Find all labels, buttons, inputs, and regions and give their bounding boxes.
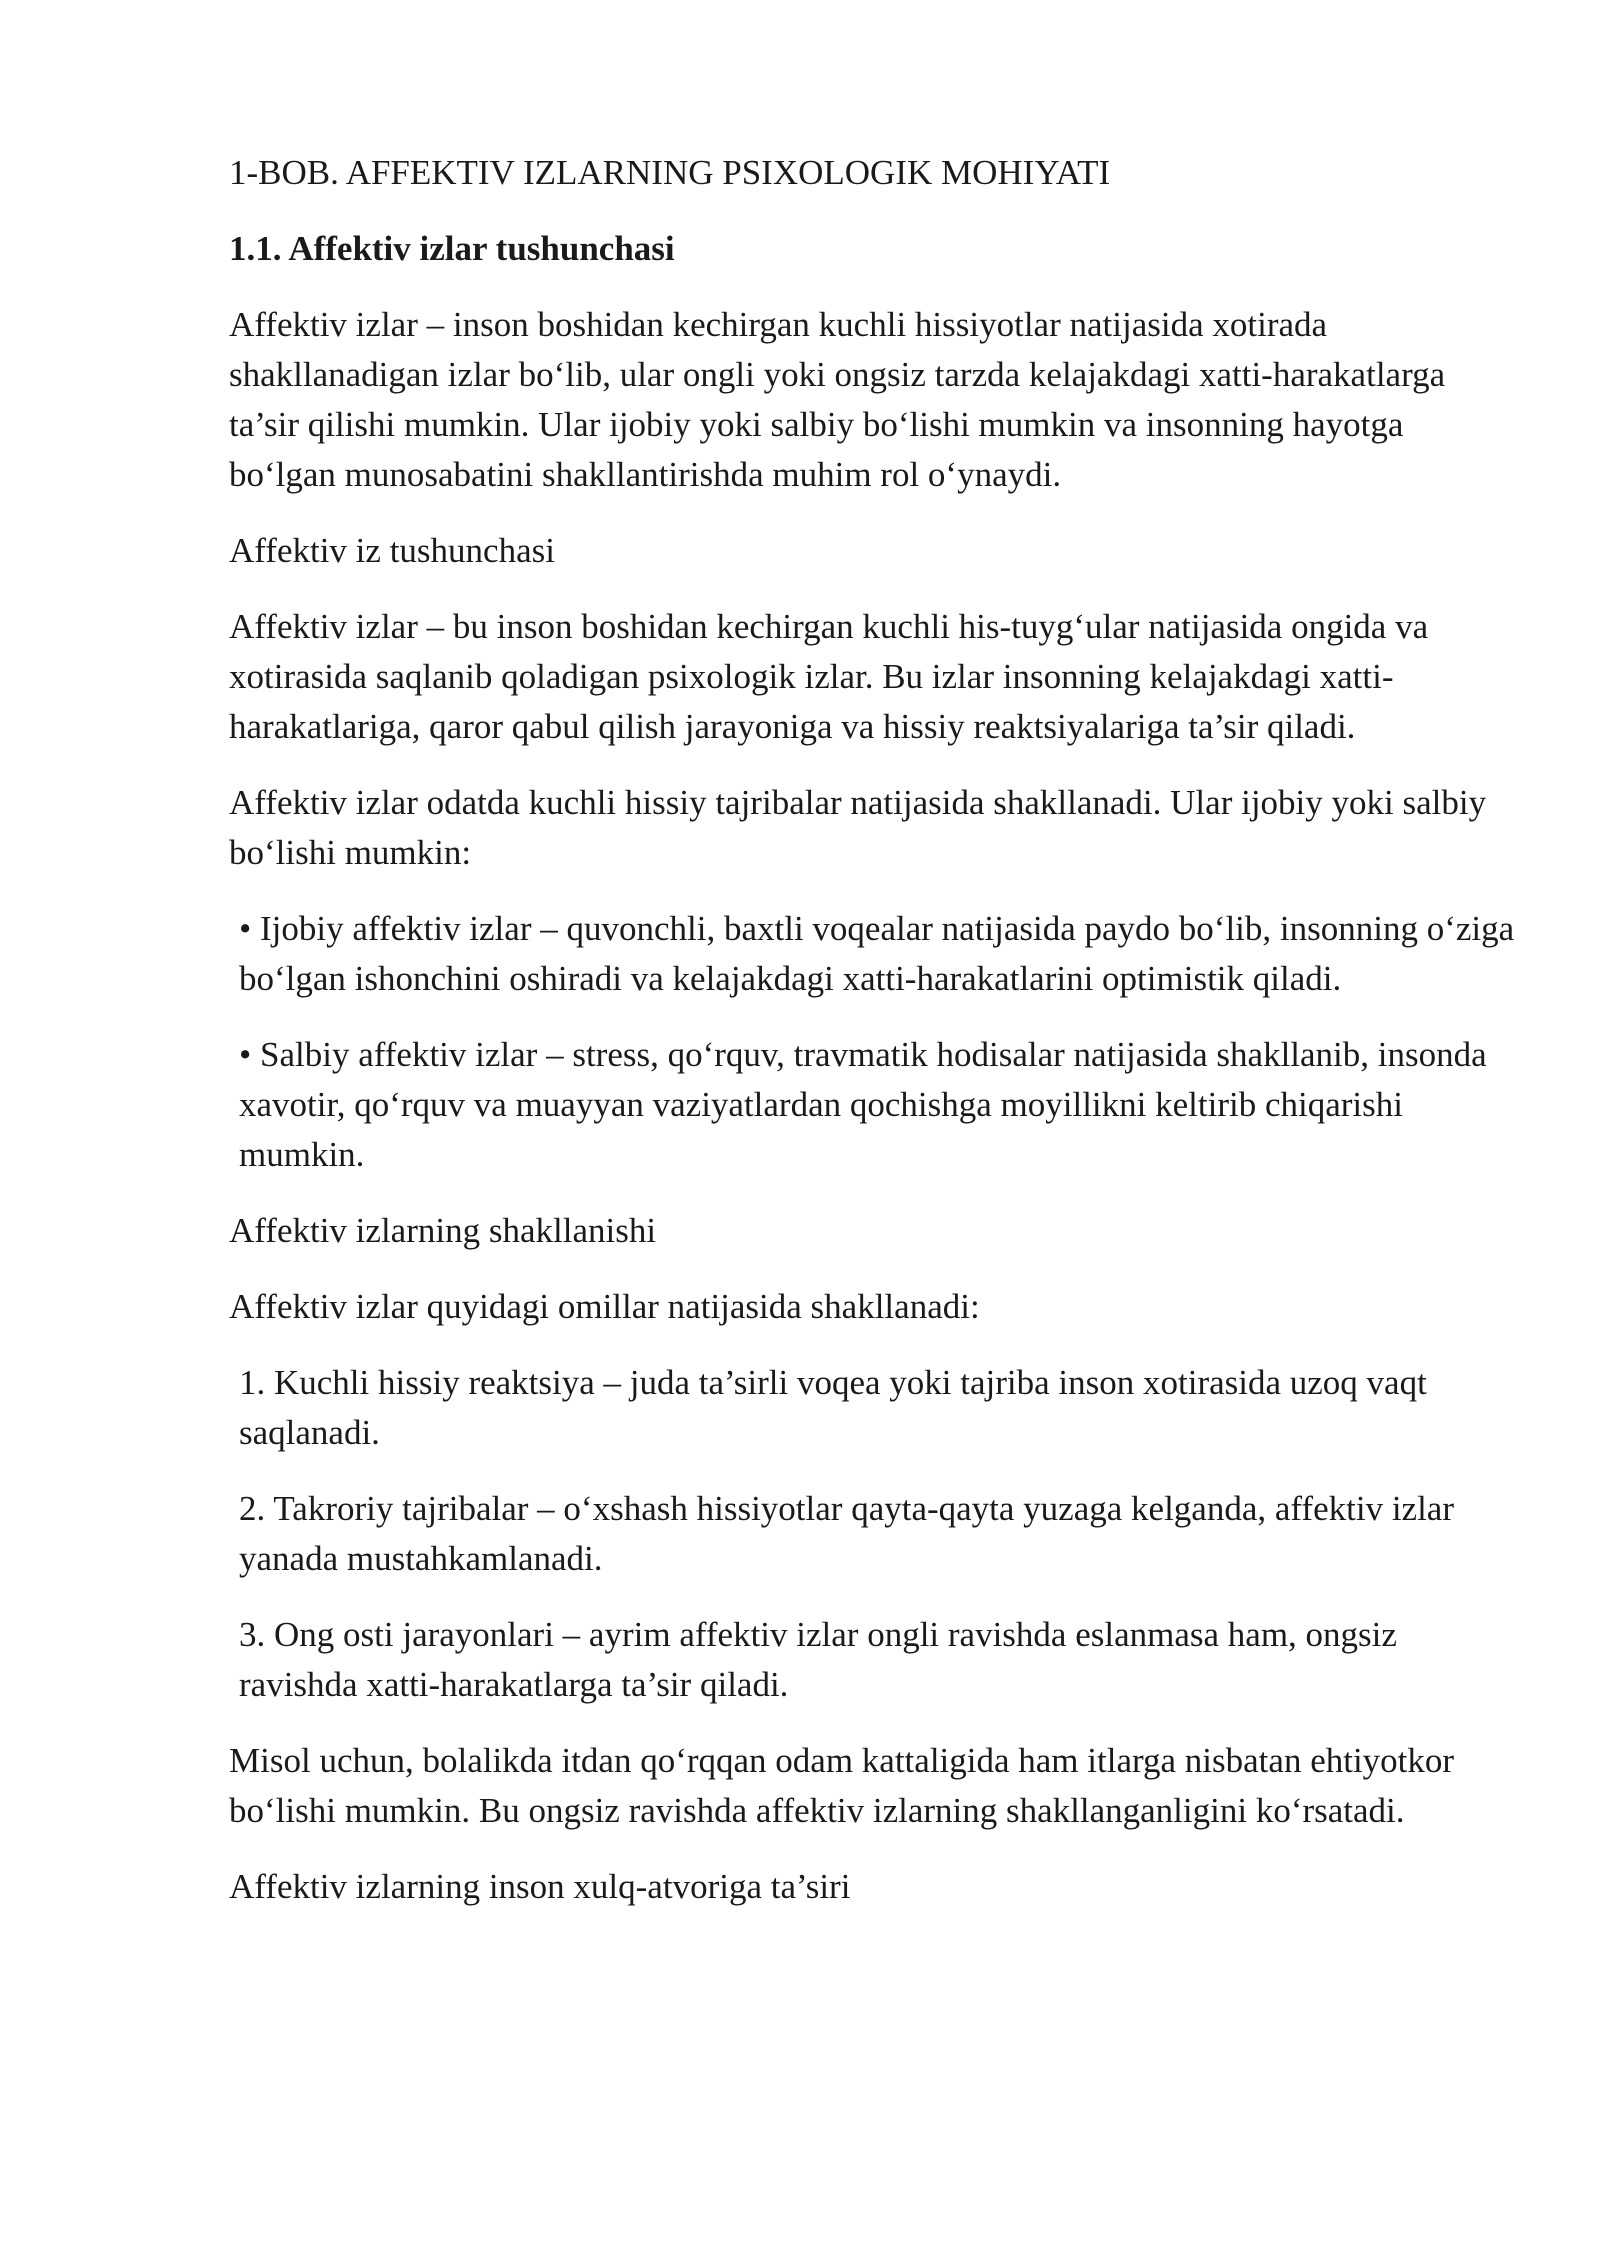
paragraph-formation-intro: Affektiv izlar quyidagi omillar natijasida shakllanadi: (229, 1287, 980, 1326)
paragraph-definition: Affektiv izlar – inson boshidan kechirgan kuchli hissiyotlar natijasida xotirada shakllanadigan izlar bo‘lib, ular ongli yoki ongsiz tarzda kelajakdagi xatti-harakatlarga ta’sir qilishi mumkin. Ular ijobiy yoki salbiy bo‘lishi mumkin va insonning hayotga bo‘lgan munosabatini shakllantirishda muhim rol o‘ynaydi. (229, 305, 1446, 494)
subheading-concept: Affektiv iz tushunchasi (229, 531, 555, 570)
paragraph-concept: Affektiv izlar – bu inson boshidan kechirgan kuchli his-tuyg‘ular natijasida ongida va xotirasida saqlanib qoladigan psixologik izlar. Bu izlar insonning kelajakdagi xatti-harakatlariga, qaror qabul qilish jarayoniga va hissiy reaktsiyalariga ta’sir qiladi. (229, 607, 1429, 746)
document-body (229, 148, 1519, 1938)
chapter-title: 1-BOB. AFFEKTIV IZLARNING PSIXOLOGIK MOHIYATI (229, 153, 1111, 192)
bullet-negative: • Salbiy affektiv izlar – stress, qo‘rquv, travmatik hodisalar natijasida shakllanib, insonda xavotir, qo‘rquv va muayyan vaziyatlardan qochishga moyillikni keltirib chiqarishi mumkin. (239, 1035, 1487, 1174)
paragraph-example: Misol uchun, bolalikda itdan qo‘rqqan odam kattaligida ham itlarga nisbatan ehtiyotkor bo‘lishi mumkin. Bu ongsiz ravishda affektiv izlarning shakllanganligini ko‘rsatadi. (229, 1741, 1455, 1830)
subheading-formation: Affektiv izlarning shakllanishi (229, 1211, 657, 1250)
list-item-2: 2. Takroriy tajribalar – o‘xshash hissiyotlar qayta-qayta yuzaga kelganda, affektiv izlar yanada mustahkamlanadi. (239, 1489, 1454, 1578)
paragraph-types-intro: Affektiv izlar odatda kuchli hissiy tajribalar natijasida shakllanadi. Ular ijobiy yoki salbiy bo‘lishi mumkin: (229, 783, 1487, 872)
bullet-positive: • Ijobiy affektiv izlar – quvonchli, baxtli voqealar natijasida paydo bo‘lib, insonning o‘ziga bo‘lgan ishonchini oshiradi va kelajakdagi xatti-harakatlarini optimistik qiladi. (239, 909, 1515, 998)
list-item-1: 1. Kuchli hissiy reaktsiya – juda ta’sirli voqea yoki tajriba inson xotirasida uzoq vaqt saqlanadi. (239, 1363, 1427, 1452)
section-title: 1.1. Affektiv izlar tushunchasi (229, 229, 675, 268)
list-item-3: 3. Ong osti jarayonlari – ayrim affektiv izlar ongli ravishda eslanmasa ham, ongsiz ravishda xatti-harakatlarga ta’sir qiladi. (239, 1615, 1397, 1704)
subheading-influence: Affektiv izlarning inson xulq-atvoriga ta’siri (229, 1867, 851, 1906)
